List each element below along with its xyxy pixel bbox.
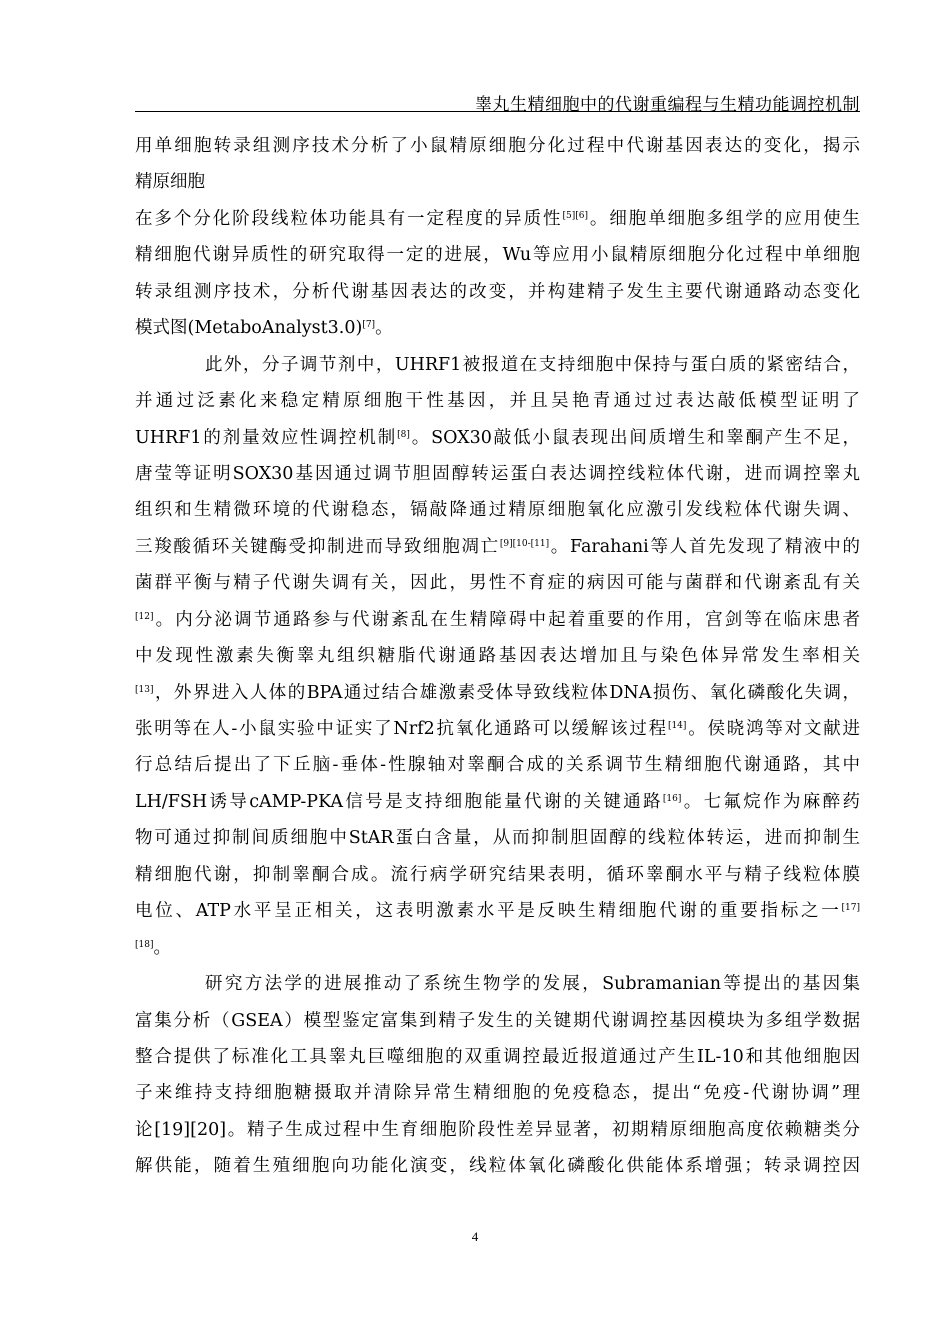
text-line: 行总结后提出了下丘脑-垂体-性腺轴对睾酮合成的关系调节生精细胞代谢通路，其中	[135, 755, 860, 776]
text-line: 组织和生精微环境的代谢稳态，镉敲降通过精原细胞氧化应激引发线粒体代谢失调、	[135, 500, 860, 521]
text-line: 并通过泛素化来稳定精原细胞干性基因，并且吴艳青通过过表达敲低模型证明了	[135, 391, 860, 412]
body-text	[135, 128, 860, 1185]
text-line: 模式图(MetaboAnalyst3.0)[7]。	[135, 318, 393, 339]
citation: [14]	[667, 721, 687, 731]
text-line: 论[19][20]。精子生成过程中生育细胞阶段性差异显著，初期精原细胞高度依赖糖类分	[135, 1119, 860, 1140]
text-line: 菌群平衡与精子代谢失调有关，因此，男性不育症的病因可能与菌群和代谢紊乱有关	[135, 573, 860, 594]
text-line: 富集分析（GSEA）模型鉴定富集到精子发生的关键期代谢调控基因模块为多组学数据	[135, 1010, 860, 1031]
text-line: LH/FSH诱导cAMP-PKA信号是支持细胞能量代谢的关键通路[16]。七氟烷作为麻醉药	[135, 791, 860, 812]
text-line: 转录组测序技术，分析代谢基因表达的改变，并构建精子发生主要代谢通路动态变化	[135, 281, 860, 302]
text-line: [13]，外界进入人体的BPA通过结合雄激素受体导致线粒体DNA损伤、氧化磷酸化失调，	[135, 682, 860, 703]
text-line: 用单细胞转录组测序技术分析了小鼠精原细胞分化过程中代谢基因表达的变化，揭示	[135, 136, 860, 156]
text-line: 研究方法学的进展推动了系统生物学的发展，Subramanian等提出的基因集	[205, 974, 860, 995]
citation: [16]	[662, 793, 682, 804]
page-number: 4	[471, 1229, 479, 1244]
citation: [5][6]	[562, 210, 588, 221]
citation: [8]	[397, 429, 410, 440]
text-line: 精细胞代谢异质性的研究取得一定的进展，Wu等应用小鼠精原细胞分化过程中单细胞	[135, 245, 860, 266]
text-line: 三羧酸循环关键酶受抑制进而导致细胞凋亡[9][10-[11]。Farahani等人首先发现了精液中的	[135, 536, 860, 557]
text-line: 唐莹等证明SOX30基因通过调节胆固醇转运蛋白表达调控线粒体代谢，进而调控睾丸	[135, 463, 860, 484]
citation: [18]	[135, 939, 154, 950]
citation: [12]	[135, 611, 154, 622]
text-line: 物可通过抑制间质细胞中StAR蛋白含量，从而抑制胆固醇的线粒体转运，进而抑制生	[135, 828, 860, 849]
text-line: 张明等在人-小鼠实验中证实了Nrf2抗氧化通路可以缓解该过程[14]。侯晓鸿等对文献进	[135, 719, 860, 739]
text-line: 精细胞代谢，抑制睾酮合成。流行病学研究结果表明，循环睾酮水平与精子线粒体膜	[135, 864, 860, 885]
text-line: 子来维持支持细胞糖摄取并清除异常生精细胞的免疫稳态，提出“免疫-代谢协调”理	[135, 1083, 860, 1104]
citation: [7]	[362, 320, 376, 331]
text-line: UHRF1的剂量效应性调控机制[8]。SOX30敲低小鼠表现出间质增生和睾酮产生不足，	[135, 427, 860, 448]
running-header-title: 睾丸生精细胞中的代谢重编程与生精功能调控机制	[475, 95, 860, 115]
citation: [13]	[135, 684, 154, 695]
text-line: 在多个分化阶段线粒体功能具有一定程度的异质性[5][6]。细胞单细胞多组学的应用使生	[135, 208, 861, 229]
text-line: 电位、ATP水平呈正相关，这表明激素水平是反映生精细胞代谢的重要指标之一[17]	[135, 901, 860, 922]
text-line: [12]。内分泌调节通路参与代谢紊乱在生精障碍中起着重要的作用，宫剑等在临床患者	[135, 609, 860, 630]
text-line: 中发现性激素失衡睾丸组织糖脂代谢通路基因表达增加且与染色体异常发生率相关	[135, 646, 860, 667]
text-line: 精原细胞	[135, 172, 205, 193]
citation: [9][10-[11]	[499, 538, 550, 549]
citation: [17]	[841, 903, 860, 914]
text-line: [18]。	[135, 937, 171, 958]
text-line: 整合提供了标准化工具睾丸巨噬细胞的双重调控最近报道通过产生IL-10和其他细胞因	[135, 1046, 860, 1067]
text-line: 此外，分子调节剂中，UHRF1被报道在支持细胞中保持与蛋白质的紧密结合，	[205, 354, 860, 375]
header-divider	[135, 111, 860, 112]
text-line: 解供能，随着生殖细胞向功能化演变，线粒体氧化磷酸化供能体系增强；转录调控因	[135, 1156, 860, 1177]
